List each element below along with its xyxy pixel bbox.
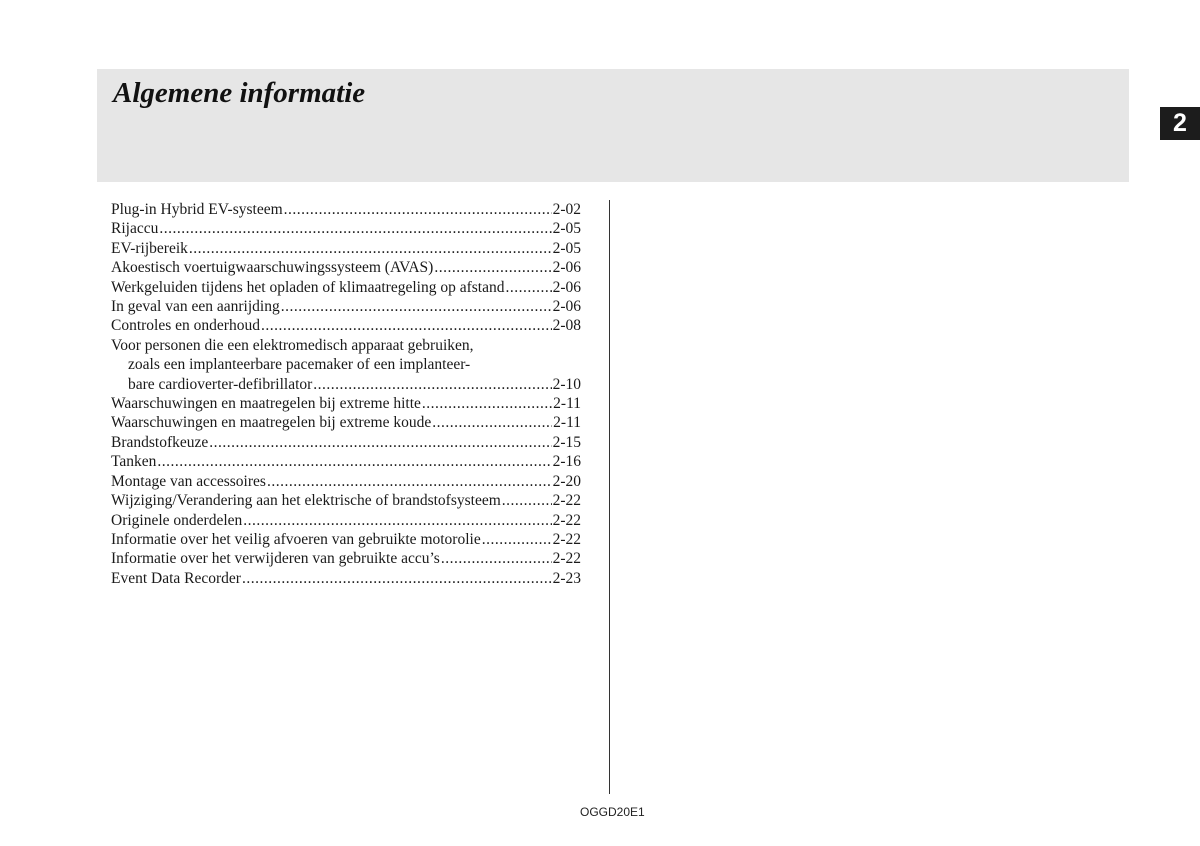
toc-entry-page: 2-06 <box>552 278 581 296</box>
toc-entry[interactable] <box>111 491 581 510</box>
toc-entry-page: 2-22 <box>552 511 581 529</box>
toc-entry-page: 2-23 <box>552 569 581 587</box>
toc-entry-title-line: Voor personen die een elektromedisch apparaat gebruiken, <box>111 336 474 354</box>
toc-entry-title: Rijaccu <box>111 220 159 238</box>
toc-entry[interactable] <box>111 258 581 277</box>
toc-entry-page: 2-22 <box>552 492 581 510</box>
dot-leader <box>313 375 551 394</box>
toc-entry-page: 2-20 <box>552 472 581 490</box>
toc-entry[interactable] <box>111 569 581 588</box>
toc-entry-page: 2-08 <box>552 317 581 335</box>
dot-leader <box>242 569 552 588</box>
toc-entry-title: Tanken <box>111 453 157 471</box>
toc-entry-page: 2-11 <box>553 395 581 413</box>
dot-leader <box>422 394 552 413</box>
document-code: OGGD20E1 <box>580 805 645 819</box>
toc-entry-page: 2-22 <box>552 530 581 548</box>
toc-entry-page: 2-05 <box>552 220 581 238</box>
toc-entry-title: EV-rijbereik <box>111 239 188 257</box>
dot-leader <box>441 549 552 568</box>
toc-entry-title: Waarschuwingen en maatregelen bij extreme koude <box>111 414 432 432</box>
toc-entry[interactable] <box>111 433 581 452</box>
dot-leader <box>434 258 551 277</box>
toc-entry-title: Originele onderdelen <box>111 511 243 529</box>
column-divider <box>609 200 610 794</box>
toc-entry-title: Informatie over het veilig afvoeren van gebruikte motorolie <box>111 530 481 548</box>
toc-entry-title: Event Data Recorder <box>111 569 241 587</box>
dot-leader <box>159 219 551 238</box>
dot-leader <box>281 297 552 316</box>
toc-entry-title: Informatie over het verwijderen van gebruikte accu’s <box>111 550 440 568</box>
toc-entry-page: 2-10 <box>552 375 581 393</box>
toc-entry-title: Controles en onderhoud <box>111 317 260 335</box>
toc-entry[interactable] <box>111 549 581 568</box>
toc-entry-title: Montage van accessoires <box>111 472 266 490</box>
toc-entry-title: Wijziging/Verandering aan het elektrische of brandstofsysteem <box>111 492 501 510</box>
dot-leader <box>284 200 552 219</box>
toc-entry-title: Waarschuwingen en maatregelen bij extreme hitte <box>111 395 421 413</box>
table-of-contents <box>111 200 581 588</box>
dot-leader <box>209 433 551 452</box>
toc-entry[interactable] <box>111 394 581 413</box>
toc-entry[interactable] <box>111 239 581 258</box>
toc-entry[interactable] <box>111 472 581 491</box>
toc-entry-title: Werkgeluiden tijdens het opladen of klimaatregeling op afstand <box>111 278 505 296</box>
dot-leader <box>261 316 552 335</box>
toc-entry-title: Akoestisch voertuigwaarschuwingssysteem (AVAS) <box>111 259 434 277</box>
dot-leader <box>267 472 552 491</box>
toc-entry[interactable] <box>111 219 581 238</box>
toc-entry-page: 2-11 <box>553 414 581 432</box>
toc-entry[interactable] <box>111 511 581 530</box>
chapter-title: Algemene informatie <box>113 77 366 109</box>
dot-leader <box>157 452 551 471</box>
toc-entry-title: Plug-in Hybrid EV-systeem <box>111 201 283 218</box>
dot-leader <box>505 278 551 297</box>
toc-entry-page: 2-06 <box>552 259 581 277</box>
toc-entry-title-line: zoals een implanteerbare pacemaker of een implanteer- <box>128 356 471 374</box>
dot-leader <box>189 239 552 258</box>
dot-leader <box>432 413 552 432</box>
toc-entry-title: In geval van een aanrijding <box>111 298 280 316</box>
toc-entry-title: bare cardioverter-defibrillator <box>128 375 313 393</box>
dot-leader <box>243 511 551 530</box>
toc-entry[interactable] <box>111 316 581 335</box>
toc-entry[interactable] <box>111 297 581 316</box>
toc-entry-page: 2-05 <box>552 239 581 257</box>
toc-entry[interactable] <box>111 452 581 471</box>
chapter-tab: 2 <box>1160 107 1200 140</box>
toc-entry-title: Brandstofkeuze <box>111 433 209 451</box>
chapter-header <box>97 69 1129 182</box>
toc-entry-page: 2-06 <box>552 298 581 316</box>
toc-entry-page: 2-16 <box>552 453 581 471</box>
toc-entry[interactable] <box>111 413 581 432</box>
toc-entry-page: 2-22 <box>552 550 581 568</box>
toc-entry-page: 2-02 <box>552 201 581 218</box>
toc-entry[interactable] <box>111 336 581 394</box>
toc-entry-page: 2-15 <box>552 433 581 451</box>
toc-entry[interactable] <box>111 200 581 219</box>
toc-entry[interactable] <box>111 278 581 297</box>
toc-entry[interactable] <box>111 530 581 549</box>
dot-leader <box>502 491 552 510</box>
dot-leader <box>482 530 552 549</box>
